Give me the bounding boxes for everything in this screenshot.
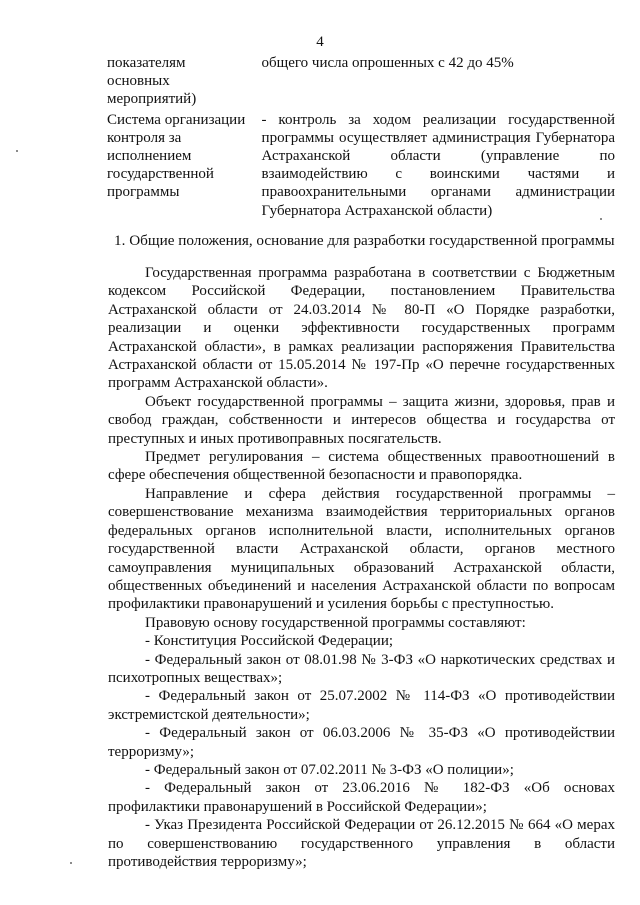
paragraph-subject: Предмет регулирования – система общественных правоотношений в сфере обеспечения общественной безопасности и правопорядка. bbox=[108, 449, 615, 484]
passport-row-value: общего числа опрошенных с 42 до 45% bbox=[261, 55, 514, 71]
scan-speck bbox=[16, 150, 18, 152]
passport-row-indicators bbox=[107, 54, 615, 109]
section-heading: 1. Общие положения, основание для разработки государственной программы bbox=[114, 232, 615, 249]
list-item: - Федеральный закон от 07.02.2011 № 3-ФЗ «О полиции»; bbox=[145, 761, 514, 778]
passport-row-value: - контроль за ходом реализации государственной программы осуществляет администрация Губернатора Астраханской области (управление по взаимодействию с воинскими частями и правоохранительными органами администрации Губернатора Астраханской области) bbox=[261, 111, 615, 219]
passport-row-control-system bbox=[107, 111, 615, 220]
passport-row-label: показателям основных мероприятий) bbox=[107, 55, 197, 108]
scan-speck bbox=[70, 862, 72, 864]
list-item: - Федеральный закон от 25.07.2002 № 114-ФЗ «О противодействии экстремистской деятельности»; bbox=[108, 688, 615, 723]
list-item: - Указ Президента Российской Федерации от 26.12.2015 № 664 «О мерах по совершенствованию государственного управления в области противодействия терроризму»; bbox=[108, 817, 615, 870]
passport-row-label: Система организации контроля за исполнением государственной программы bbox=[107, 111, 246, 201]
body-text bbox=[108, 264, 615, 871]
paragraph-direction: Направление и сфера действия государственной программы – совершенствование механизма взаимодействия территориальных органов федеральных органов исполнительной власти, исполнительных органов государственной власти Астраханской области, органов местного самоуправления муниципальных образований Астраханской области, общественных объединений и населения Астраханской области по вопросам профилактики правонарушений и усиления борьбы с преступностью. bbox=[108, 485, 615, 613]
list-item: - Федеральный закон от 06.03.2006 № 35-ФЗ «О противодействии терроризму»; bbox=[108, 725, 615, 760]
paragraph-object: Объект государственной программы – защита жизни, здоровья, прав и свобод граждан, собственности и интересов общества и государства от преступных и иных противоправных посягательств. bbox=[108, 393, 615, 447]
scan-speck bbox=[600, 218, 602, 220]
page-number: 4 bbox=[316, 34, 324, 50]
paragraph-legal-basis: Правовую основу государственной программы составляют: bbox=[145, 614, 526, 631]
list-item: - Федеральный закон от 23.06.2016 № 182-ФЗ «Об основах профилактики правонарушений в Российской Федерации»; bbox=[108, 780, 615, 815]
list-item: - Конституция Российской Федерации; bbox=[145, 633, 394, 650]
passport-table bbox=[107, 54, 615, 220]
list-item: - Федеральный закон от 08.01.98 № 3-ФЗ «О наркотических средствах и психотропных веществах»; bbox=[108, 651, 615, 686]
paragraph-basis: Государственная программа разработана в соответствии с Бюджетным кодексом Российской Федерации, постановлением Правительства Астраханской области от 24.03.2014 № 80-П «О Порядке разработки, реализации и оценки эффективности государственных программ Астраханской области», в рамках реализации распоряжения Правительства Астраханской области от 15.05.2014 № 197-Пр «О перечне государственных программ Астраханской области». bbox=[108, 265, 615, 392]
